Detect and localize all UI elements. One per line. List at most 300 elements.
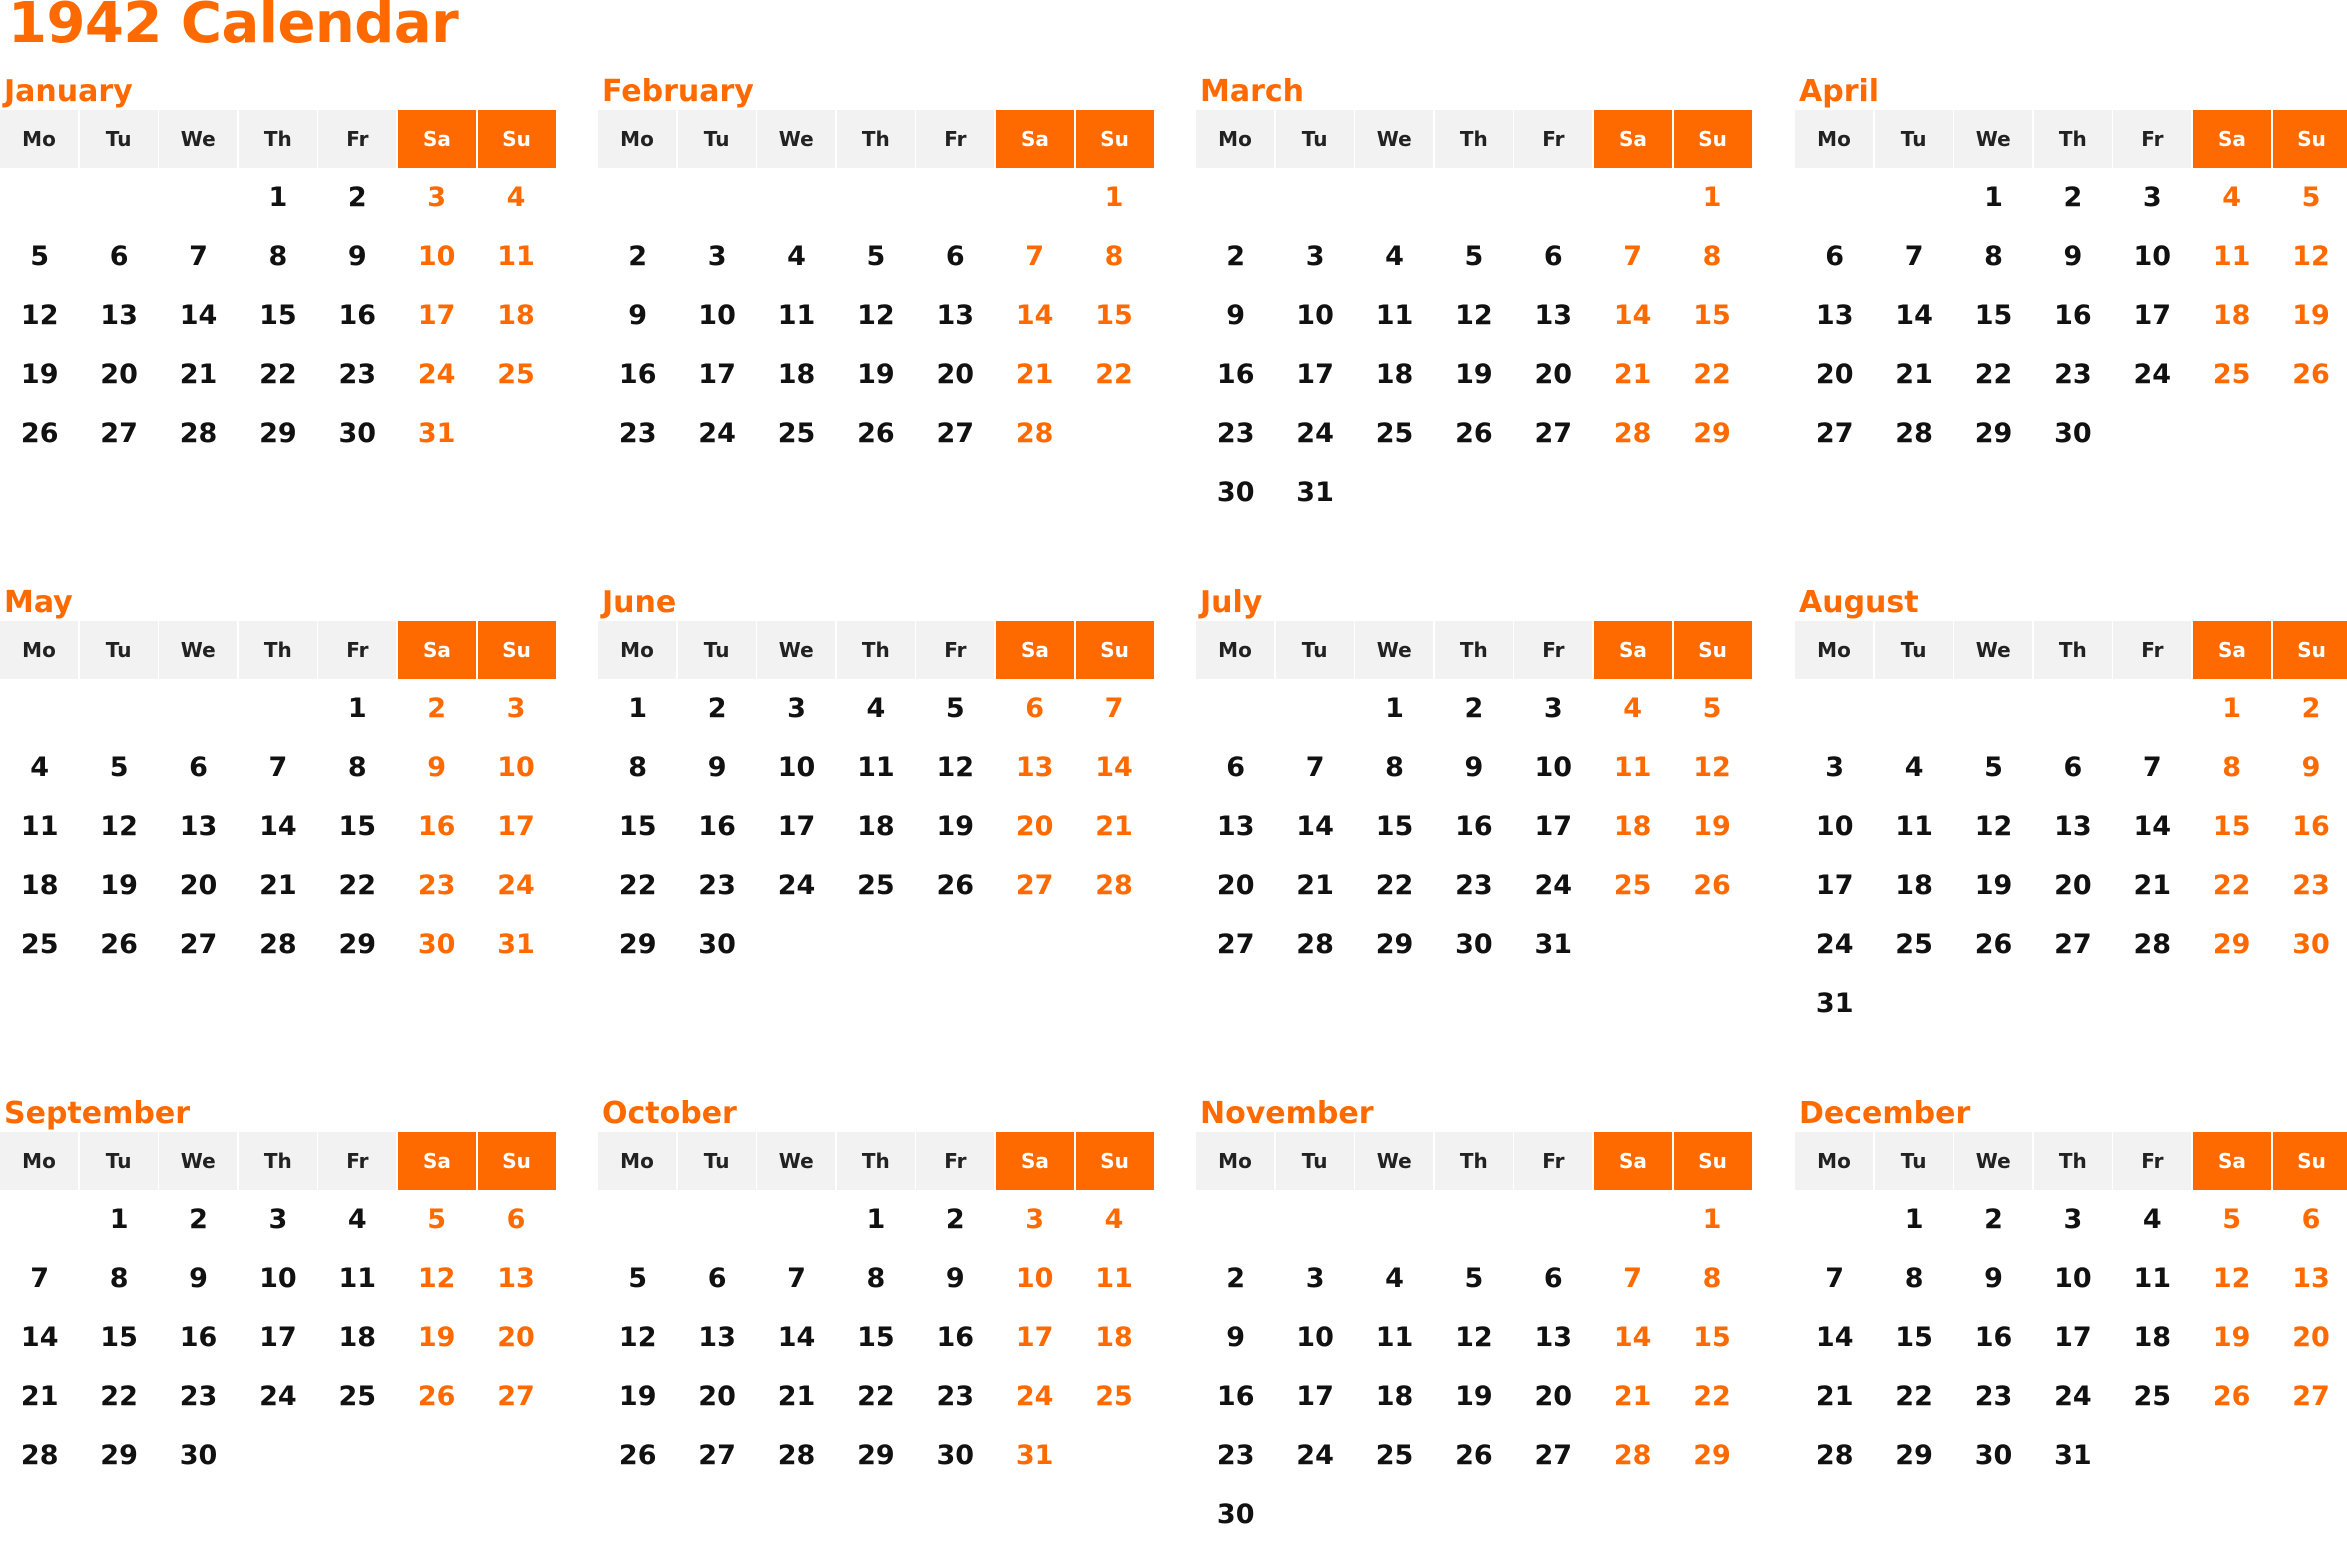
day-cell: 6 [2063, 752, 2083, 783]
day-cell: 10 [698, 300, 736, 331]
day-cell: 13 [497, 1263, 535, 1294]
day-cell: 22 [1693, 359, 1731, 390]
day-cell: 7 [1104, 693, 1124, 724]
day-cell: 17 [1815, 870, 1854, 901]
day-cell: 16 [179, 1322, 218, 1353]
empty-cell [1593, 168, 1672, 227]
day-cell: 23 [179, 1381, 218, 1412]
day-cell: 13 [2054, 811, 2092, 842]
day-cell: 28 [777, 1440, 816, 1471]
day-cell: 29 [618, 929, 657, 960]
day-cell: 23 [618, 418, 657, 449]
day-cell: 9 [189, 1263, 208, 1294]
weekday-header [0, 621, 556, 679]
weekday-th: Th [1435, 1132, 1513, 1190]
day-cell: 2 [189, 1204, 208, 1235]
day-cell: 1 [2222, 693, 2242, 724]
weekday-sa: Sa [996, 1132, 1074, 1190]
day-cell: 16 [2292, 811, 2330, 842]
day-cell: 12 [1455, 300, 1493, 331]
day-cell: 5 [427, 1204, 447, 1235]
day-cell: 25 [2133, 1381, 2172, 1412]
day-cell: 2 [2063, 182, 2083, 213]
weekday-mo: Mo [0, 110, 78, 168]
day-cell: 9 [2301, 752, 2321, 783]
month-title: April [1799, 74, 1880, 109]
weekday-tu: Tu [80, 110, 158, 168]
weekday-tu: Tu [678, 1132, 756, 1190]
day-cell: 5 [30, 241, 50, 272]
month-title: August [1799, 585, 1919, 620]
weekday-fr: Fr [916, 621, 994, 679]
weekday-sa: Sa [2193, 110, 2271, 168]
day-cell: 21 [777, 1381, 816, 1412]
day-cell: 15 [618, 811, 657, 842]
day-cell: 18 [857, 811, 895, 842]
day-cell: 20 [1015, 811, 1054, 842]
day-cell: 7 [268, 752, 288, 783]
day-cell: 15 [1693, 300, 1731, 331]
day-cell: 24 [497, 870, 535, 901]
day-cell: 18 [1375, 1381, 1414, 1412]
weekday-su: Su [1674, 1132, 1752, 1190]
day-cell: 11 [777, 300, 816, 331]
empty-cell [1275, 1190, 1354, 1249]
weekday-header [0, 110, 556, 168]
day-cell: 18 [497, 300, 535, 331]
day-cell: 16 [1216, 359, 1255, 390]
empty-cell [677, 1190, 756, 1249]
day-cell: 25 [2212, 359, 2251, 390]
day-cell: 14 [179, 300, 218, 331]
day-cell: 10 [1815, 811, 1854, 842]
day-cell: 23 [1216, 418, 1255, 449]
day-cell: 27 [1015, 870, 1054, 901]
month-title: November [1200, 1096, 1374, 1131]
day-cell: 22 [2212, 870, 2251, 901]
day-cell: 3 [427, 182, 447, 213]
weekday-sa: Sa [1594, 621, 1672, 679]
weekday-fr: Fr [2113, 1132, 2191, 1190]
day-cell: 6 [1543, 1263, 1563, 1294]
weekday-header [1795, 110, 2347, 168]
day-cell: 27 [2292, 1381, 2330, 1412]
day-cell: 14 [2133, 811, 2172, 842]
weekday-su: Su [2273, 1132, 2347, 1190]
day-cell: 6 [1226, 752, 1246, 783]
day-cell: 16 [1974, 1322, 2013, 1353]
day-cell: 10 [417, 241, 456, 272]
day-cell: 11 [1613, 752, 1652, 783]
day-grid [1196, 168, 1752, 522]
day-cell: 19 [1455, 359, 1493, 390]
day-cell: 7 [1623, 1263, 1643, 1294]
day-cell: 24 [777, 870, 816, 901]
day-cell: 20 [2292, 1322, 2330, 1353]
day-cell: 29 [2212, 929, 2251, 960]
day-cell: 13 [1815, 300, 1854, 331]
weekday-header [598, 621, 1154, 679]
day-cell: 22 [1375, 870, 1414, 901]
day-cell: 2 [1226, 1263, 1246, 1294]
day-cell: 30 [1216, 1499, 1255, 1530]
day-cell: 5 [1702, 693, 1722, 724]
day-grid [598, 679, 1154, 974]
weekday-header [598, 110, 1154, 168]
empty-cell [1355, 168, 1434, 227]
day-grid [598, 1190, 1154, 1485]
day-cell: 7 [1025, 241, 1045, 272]
weekday-mo: Mo [1196, 621, 1274, 679]
weekday-sa: Sa [996, 621, 1074, 679]
day-cell: 24 [2054, 1381, 2092, 1412]
day-cell: 26 [857, 418, 895, 449]
day-cell: 29 [338, 929, 377, 960]
day-cell: 13 [1534, 300, 1573, 331]
day-cell: 24 [1534, 870, 1573, 901]
day-cell: 31 [417, 418, 456, 449]
day-cell: 24 [2133, 359, 2172, 390]
empty-cell [1196, 1190, 1275, 1249]
weekday-we: We [757, 110, 835, 168]
day-cell: 1 [1385, 693, 1404, 724]
day-cell: 3 [1825, 752, 1845, 783]
day-cell: 13 [100, 300, 138, 331]
day-cell: 7 [2142, 752, 2162, 783]
weekday-header [598, 1132, 1154, 1190]
day-cell: 14 [1815, 1322, 1854, 1353]
day-cell: 28 [1815, 1440, 1854, 1471]
day-cell: 4 [787, 241, 806, 272]
day-cell: 21 [20, 1381, 59, 1412]
empty-cell [1514, 168, 1593, 227]
day-cell: 12 [2292, 241, 2330, 272]
day-cell: 25 [20, 929, 59, 960]
day-cell: 26 [936, 870, 975, 901]
day-cell: 24 [1815, 929, 1854, 960]
day-cell: 9 [1226, 300, 1246, 331]
day-cell: 27 [936, 418, 975, 449]
day-cell: 11 [497, 241, 535, 272]
day-grid [598, 168, 1154, 463]
day-cell: 26 [1455, 418, 1493, 449]
day-cell: 20 [698, 1381, 736, 1412]
day-cell: 29 [259, 418, 297, 449]
day-cell: 29 [1895, 1440, 1933, 1471]
day-cell: 4 [1385, 1263, 1404, 1294]
day-cell: 18 [2133, 1322, 2172, 1353]
day-cell: 23 [417, 870, 456, 901]
weekday-su: Su [2273, 110, 2347, 168]
empty-cell [1795, 679, 1874, 738]
day-grid [1795, 1190, 2347, 1485]
weekday-we: We [1355, 1132, 1433, 1190]
empty-cell [1196, 168, 1275, 227]
weekday-th: Th [1435, 110, 1513, 168]
day-cell: 16 [698, 811, 736, 842]
day-cell: 26 [1974, 929, 2013, 960]
day-cell: 18 [1375, 359, 1414, 390]
weekday-we: We [1954, 1132, 2032, 1190]
day-cell: 9 [1226, 1322, 1246, 1353]
day-cell: 18 [1895, 870, 1933, 901]
day-cell: 21 [1296, 870, 1334, 901]
day-cell: 2 [1226, 241, 1246, 272]
day-cell: 16 [2054, 300, 2092, 331]
day-cell: 13 [1015, 752, 1054, 783]
day-cell: 4 [866, 693, 886, 724]
day-cell: 27 [698, 1440, 736, 1471]
day-cell: 28 [259, 929, 297, 960]
day-cell: 24 [1296, 418, 1334, 449]
day-cell: 23 [1216, 1440, 1255, 1471]
weekday-su: Su [478, 1132, 556, 1190]
day-cell: 26 [20, 418, 59, 449]
page-title: 1942 Calendar [8, 0, 459, 56]
empty-cell [598, 1190, 677, 1249]
month-title: January [4, 74, 133, 109]
day-cell: 19 [936, 811, 975, 842]
day-cell: 19 [857, 359, 895, 390]
empty-cell [79, 168, 158, 227]
day-cell: 18 [2212, 300, 2251, 331]
day-cell: 31 [497, 929, 535, 960]
day-cell: 13 [2292, 1263, 2330, 1294]
day-cell: 1 [109, 1204, 129, 1235]
day-cell: 19 [1455, 1381, 1493, 1412]
day-cell: 1 [866, 1204, 886, 1235]
day-cell: 21 [1815, 1381, 1854, 1412]
day-cell: 5 [945, 693, 965, 724]
day-cell: 10 [1534, 752, 1573, 783]
day-cell: 30 [2054, 418, 2092, 449]
weekday-fr: Fr [2113, 110, 2191, 168]
day-cell: 12 [618, 1322, 657, 1353]
day-cell: 25 [338, 1381, 377, 1412]
day-cell: 15 [100, 1322, 138, 1353]
day-cell: 18 [1095, 1322, 1133, 1353]
day-cell: 21 [1613, 359, 1652, 390]
weekday-su: Su [478, 621, 556, 679]
day-cell: 28 [179, 418, 218, 449]
day-cell: 19 [1693, 811, 1731, 842]
day-cell: 10 [497, 752, 535, 783]
weekday-tu: Tu [1276, 621, 1354, 679]
day-cell: 28 [1015, 418, 1054, 449]
empty-cell [1355, 1190, 1434, 1249]
weekday-we: We [159, 110, 237, 168]
weekday-fr: Fr [1514, 621, 1592, 679]
day-cell: 2 [628, 241, 648, 272]
day-cell: 7 [787, 1263, 806, 1294]
weekday-fr: Fr [318, 1132, 396, 1190]
weekday-sa: Sa [2193, 621, 2271, 679]
weekday-fr: Fr [318, 621, 396, 679]
day-cell: 29 [1693, 418, 1731, 449]
day-cell: 30 [1216, 477, 1255, 508]
day-cell: 28 [20, 1440, 59, 1471]
day-cell: 17 [1296, 359, 1334, 390]
weekday-tu: Tu [1276, 110, 1354, 168]
weekday-mo: Mo [0, 1132, 78, 1190]
weekday-sa: Sa [996, 110, 1074, 168]
day-cell: 3 [787, 693, 806, 724]
day-cell: 22 [618, 870, 657, 901]
month-title: July [1200, 585, 1263, 620]
empty-cell [1434, 168, 1513, 227]
day-cell: 30 [179, 1440, 218, 1471]
weekday-su: Su [478, 110, 556, 168]
day-cell: 31 [2054, 1440, 2092, 1471]
day-cell: 24 [259, 1381, 297, 1412]
day-cell: 15 [857, 1322, 895, 1353]
day-cell: 9 [2063, 241, 2083, 272]
day-cell: 13 [698, 1322, 736, 1353]
weekday-sa: Sa [398, 1132, 476, 1190]
day-cell: 1 [347, 693, 367, 724]
day-cell: 3 [2142, 182, 2162, 213]
day-cell: 17 [2054, 1322, 2092, 1353]
weekday-mo: Mo [0, 621, 78, 679]
day-cell: 16 [1216, 1381, 1255, 1412]
day-cell: 4 [1904, 752, 1924, 783]
day-cell: 12 [1693, 752, 1731, 783]
day-cell: 11 [1895, 811, 1933, 842]
day-cell: 6 [189, 752, 208, 783]
day-cell: 23 [2292, 870, 2330, 901]
empty-cell [2033, 679, 2112, 738]
weekday-th: Th [1435, 621, 1513, 679]
day-cell: 19 [417, 1322, 456, 1353]
day-cell: 2 [1984, 1204, 2003, 1235]
day-cell: 23 [698, 870, 736, 901]
day-cell: 14 [1095, 752, 1133, 783]
day-cell: 21 [1095, 811, 1133, 842]
empty-cell [1196, 679, 1275, 738]
day-cell: 20 [936, 359, 975, 390]
day-cell: 20 [1534, 1381, 1573, 1412]
day-cell: 6 [506, 1204, 526, 1235]
day-cell: 25 [857, 870, 895, 901]
day-cell: 31 [1815, 988, 1854, 1019]
day-cell: 9 [347, 241, 367, 272]
day-cell: 29 [1375, 929, 1414, 960]
day-cell: 19 [618, 1381, 657, 1412]
day-cell: 10 [2054, 1263, 2092, 1294]
day-cell: 30 [417, 929, 456, 960]
month-title: December [1799, 1096, 1971, 1131]
day-cell: 23 [2054, 359, 2092, 390]
weekday-th: Th [2034, 110, 2112, 168]
day-cell: 22 [1895, 1381, 1933, 1412]
day-cell: 12 [417, 1263, 456, 1294]
day-cell: 24 [1296, 1440, 1334, 1471]
day-cell: 22 [100, 1381, 138, 1412]
weekday-mo: Mo [1795, 110, 1873, 168]
weekday-su: Su [1076, 1132, 1154, 1190]
day-cell: 6 [1025, 693, 1045, 724]
day-cell: 8 [1702, 241, 1722, 272]
day-cell: 22 [259, 359, 297, 390]
day-cell: 10 [2133, 241, 2172, 272]
day-cell: 2 [1464, 693, 1484, 724]
weekday-header [1795, 621, 2347, 679]
day-cell: 10 [1296, 1322, 1334, 1353]
day-cell: 28 [1613, 418, 1652, 449]
empty-cell [1275, 168, 1354, 227]
empty-cell [598, 168, 677, 227]
day-grid [1196, 1190, 1752, 1544]
day-cell: 8 [2222, 752, 2242, 783]
day-cell: 20 [100, 359, 138, 390]
day-cell: 31 [1296, 477, 1334, 508]
empty-cell [1795, 1190, 1874, 1249]
day-cell: 7 [1825, 1263, 1845, 1294]
day-cell: 2 [2301, 693, 2321, 724]
day-cell: 13 [936, 300, 975, 331]
month-title: October [602, 1096, 737, 1131]
weekday-sa: Sa [1594, 110, 1672, 168]
day-grid [0, 1190, 556, 1485]
day-cell: 13 [179, 811, 218, 842]
day-cell: 14 [1613, 1322, 1652, 1353]
day-cell: 24 [698, 418, 736, 449]
day-cell: 17 [259, 1322, 297, 1353]
day-cell: 21 [1613, 1381, 1652, 1412]
day-cell: 25 [1375, 1440, 1414, 1471]
day-cell: 6 [707, 1263, 727, 1294]
day-cell: 27 [100, 418, 138, 449]
day-cell: 15 [1895, 1322, 1933, 1353]
day-cell: 29 [1693, 1440, 1731, 1471]
day-cell: 9 [628, 300, 648, 331]
day-cell: 3 [1543, 693, 1563, 724]
day-cell: 20 [179, 870, 218, 901]
day-cell: 5 [1464, 1263, 1484, 1294]
day-cell: 3 [506, 693, 526, 724]
day-cell: 23 [338, 359, 377, 390]
day-cell: 26 [618, 1440, 657, 1471]
day-cell: 20 [497, 1322, 535, 1353]
day-cell: 8 [1984, 241, 2003, 272]
day-cell: 17 [1296, 1381, 1334, 1412]
day-cell: 4 [1385, 241, 1404, 272]
day-cell: 5 [628, 1263, 648, 1294]
weekday-mo: Mo [1196, 110, 1274, 168]
day-cell: 30 [338, 418, 377, 449]
day-cell: 14 [1015, 300, 1054, 331]
day-cell: 14 [259, 811, 297, 842]
day-cell: 3 [707, 241, 727, 272]
day-cell: 4 [2222, 182, 2242, 213]
weekday-tu: Tu [80, 1132, 158, 1190]
day-cell: 11 [857, 752, 895, 783]
day-cell: 8 [268, 241, 288, 272]
empty-cell [79, 679, 158, 738]
day-cell: 19 [20, 359, 59, 390]
weekday-tu: Tu [1875, 110, 1953, 168]
day-cell: 11 [2212, 241, 2251, 272]
weekday-we: We [757, 1132, 835, 1190]
day-cell: 20 [1534, 359, 1573, 390]
day-cell: 11 [338, 1263, 377, 1294]
day-cell: 19 [100, 870, 138, 901]
day-cell: 7 [30, 1263, 50, 1294]
day-cell: 13 [1216, 811, 1255, 842]
day-cell: 8 [1104, 241, 1124, 272]
day-cell: 2 [945, 1204, 965, 1235]
weekday-th: Th [239, 1132, 317, 1190]
